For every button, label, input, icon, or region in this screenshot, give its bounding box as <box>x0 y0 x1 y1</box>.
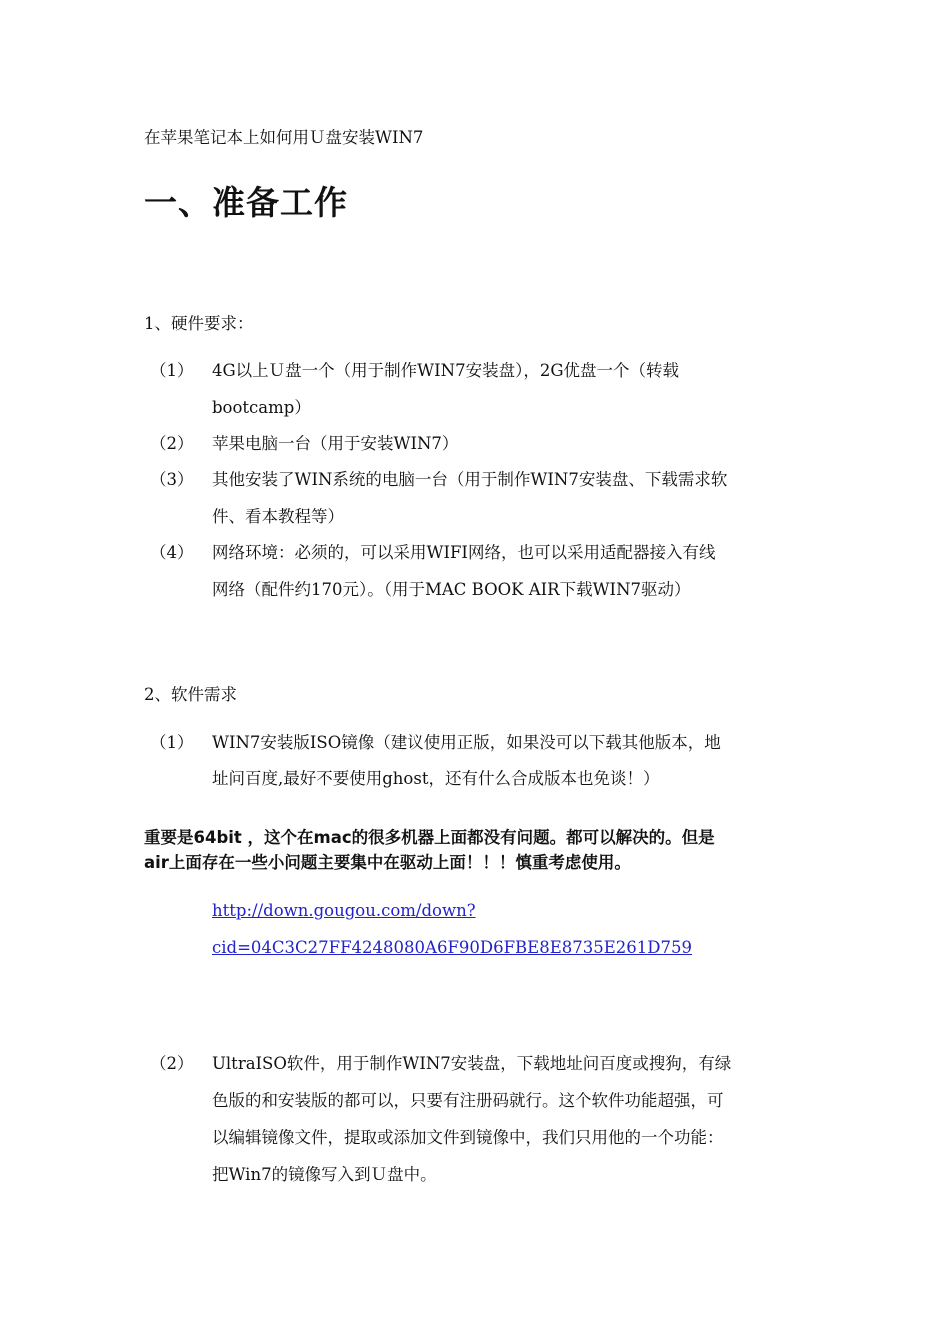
hardware-item-1-line2: bootcamp） <box>212 398 311 417</box>
hardware-item-1-line1: 4G以上Ｕ盘一个（用于制作WIN7安装盘），2G优盘一个（转载 <box>212 361 680 380</box>
hardware-item-4-line1: 网络环境：必须的，可以采用WIFI网络，也可以采用适配器接入有线 <box>212 543 716 562</box>
section-heading: 一、准备工作 <box>144 183 348 222</box>
hardware-item-1-number: （1） <box>150 361 194 380</box>
software-item-2-number: （2） <box>150 1054 194 1073</box>
hardware-item-2-number: （2） <box>150 434 194 453</box>
software-item-2-line4: 把Win7的镜像写入到Ｕ盘中。 <box>212 1165 437 1184</box>
software-title: 2、软件需求 <box>144 685 237 704</box>
hardware-item-3-line2: 件、看本教程等） <box>212 507 344 526</box>
software-item-1-line1: WIN7安装版ISO镜像（建议使用正版，如果没可以下载其他版本，地 <box>212 733 721 752</box>
hardware-item-4-number: （4） <box>150 543 194 562</box>
warning-line-1: 重要是64bit ，这个在mac的很多机器上面都没有问题。都可以解决的。但是 <box>144 828 715 847</box>
hardware-item-3-line1: 其他安装了WIN系统的电脑一台（用于制作WIN7安装盘、下载需求软 <box>212 470 728 489</box>
hardware-item-4-line2: 网络（配件约170元）。（用于MAC BOOK AIR下载WIN7驱动） <box>212 580 691 599</box>
software-item-2-line1: UltraISO软件，用于制作WIN7安装盘，下载地址问百度或搜狗，有绿 <box>212 1054 732 1073</box>
hardware-item-2-line1: 苹果电脑一台（用于安装WIN7） <box>212 434 459 453</box>
software-item-2-line2: 色版的和安装版的都可以，只要有注册码就行。这个软件功能超强，可 <box>212 1091 724 1110</box>
software-item-1-line2: 址问百度,最好不要使用ghost，还有什么合成版本也免谈！） <box>212 769 660 788</box>
hardware-title: 1、硬件要求： <box>144 314 254 333</box>
document-title: 在苹果笔记本上如何用Ｕ盘安装WIN7 <box>144 128 424 147</box>
download-link-line2[interactable]: cid=04C3C27FF4248080A6F90D6FBE8E8735E261D759 <box>212 938 693 957</box>
download-link-line1[interactable]: http://down.gougou.com/down? <box>212 901 476 920</box>
software-item-2-line3: 以编辑镜像文件，提取或添加文件到镜像中，我们只用他的一个功能： <box>212 1128 724 1147</box>
warning-line-2: air上面存在一些小问题主要集中在驱动上面！！！慎重考虑使用。 <box>144 853 631 872</box>
hardware-item-3-number: （3） <box>150 470 194 489</box>
software-item-1-number: （1） <box>150 733 194 752</box>
